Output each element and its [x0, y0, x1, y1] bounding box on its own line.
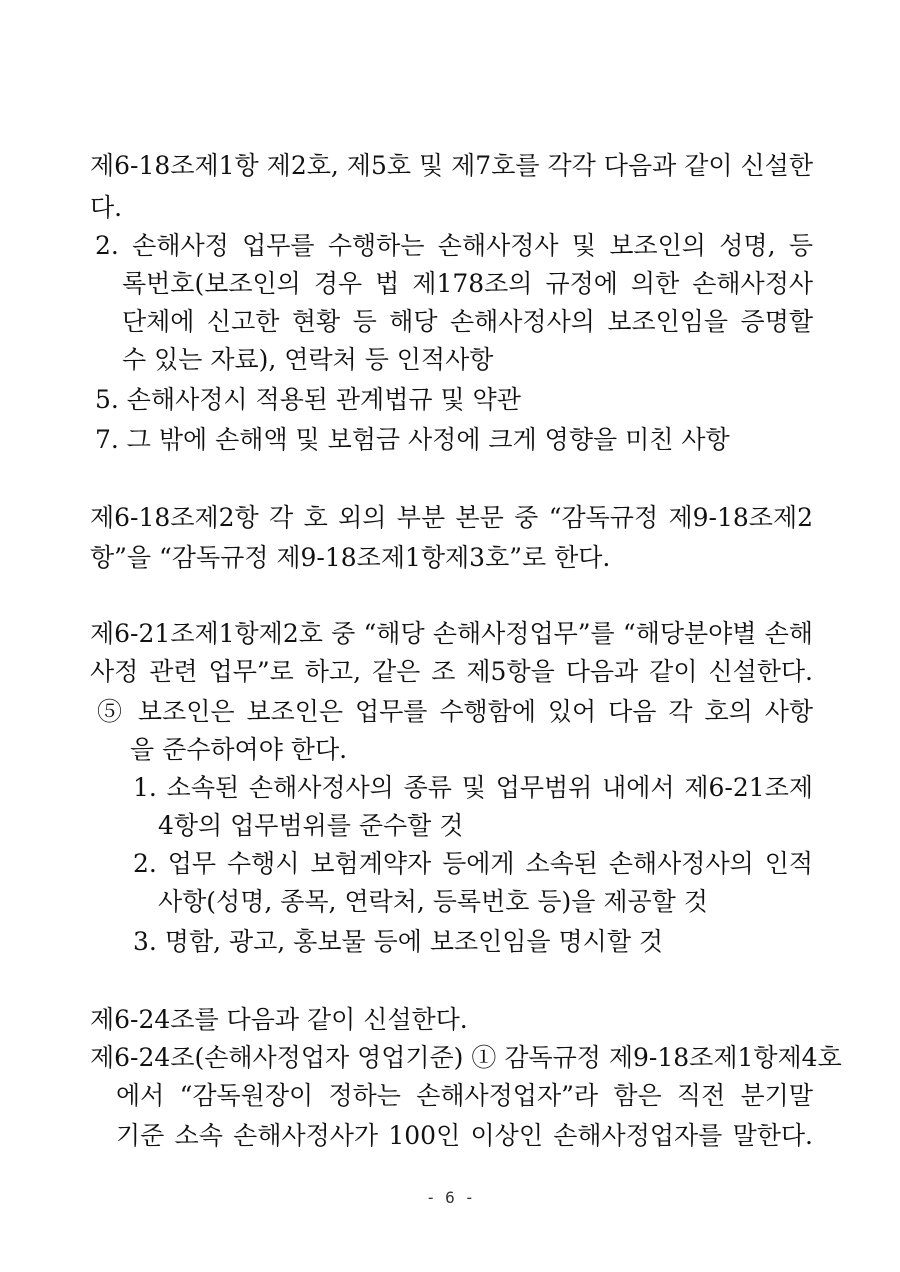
section2-line1: 제6-18조제2항 각 호 외의 부분 본문 중 “감독규정 제9-18조제2 [90, 503, 813, 532]
section1-heading-line1: 제6-18조제1항 제2호, 제5호 및 제7호를 각각 다음과 같이 신설한 [90, 151, 813, 180]
section3-para5-line2: 을 준수하여야 한다. [130, 735, 348, 764]
section3-line2: 사정 관련 업무”로 하고, 같은 조 제5항을 다음과 같이 신설한다. [90, 657, 813, 686]
section1-item2-line3: 단체에 신고한 현황 등 해당 손해사정사의 보조인임을 증명할 [122, 307, 813, 336]
section3-item3-line1: 3. 명함, 광고, 홍보물 등에 보조인임을 명시할 것 [133, 927, 664, 956]
section4-line3: 에서 “감독원장이 정하는 손해사정업자”라 함은 직전 분기말 [116, 1081, 813, 1110]
section2-line2: 항”을 “감독규정 제9-18조제1항제3호”로 한다. [90, 543, 611, 572]
section1-item5-line1: 5. 손해사정시 적용된 관계법규 및 약관 [95, 385, 521, 414]
section1-item2-line1: 2. 손해사정 업무를 수행하는 손해사정사 및 보조인의 성명, 등 [95, 231, 813, 260]
section1-item7-line1: 7. 그 밖에 손해액 및 보험금 사정에 크게 영향을 미친 사항 [95, 425, 730, 454]
section4-line1: 제6-24조를 다음과 같이 신설한다. [90, 1005, 468, 1034]
section1-item2-line2: 록번호(보조인의 경우 법 제178조의 규정에 의한 손해사정사 [122, 269, 813, 298]
section3-item2-line2: 사항(성명, 종목, 연락처, 등록번호 등)을 제공할 것 [158, 887, 708, 916]
section3-line1: 제6-21조제1항제2호 중 “해당 손해사정업무”를 “해당분야별 손해 [90, 619, 813, 648]
section4-line4: 기준 소속 손해사정사가 100인 이상인 손해사정업자를 말한다. [116, 1121, 813, 1150]
section4-line2: 제6-24조(손해사정업자 영업기준) ① 감독규정 제9-18조제1항제4호 [90, 1043, 842, 1072]
section1-heading-line2: 다. [90, 193, 123, 222]
section1-item2-line4: 수 있는 자료), 연락처 등 인적사항 [122, 345, 494, 374]
section3-para5-line1: ⑤ 보조인은 보조인은 업무를 수행함에 있어 다음 각 호의 사항 [97, 697, 813, 726]
section3-item1-line1: 1. 소속된 손해사정사의 종류 및 업무범위 내에서 제6-21조제 [133, 773, 813, 802]
section3-item2-line1: 2. 업무 수행시 보험계약자 등에게 소속된 손해사정사의 인적 [133, 849, 813, 878]
section3-item1-line2: 4항의 업무범위를 준수할 것 [158, 811, 464, 840]
page-number: - 6 - [425, 1188, 475, 1207]
